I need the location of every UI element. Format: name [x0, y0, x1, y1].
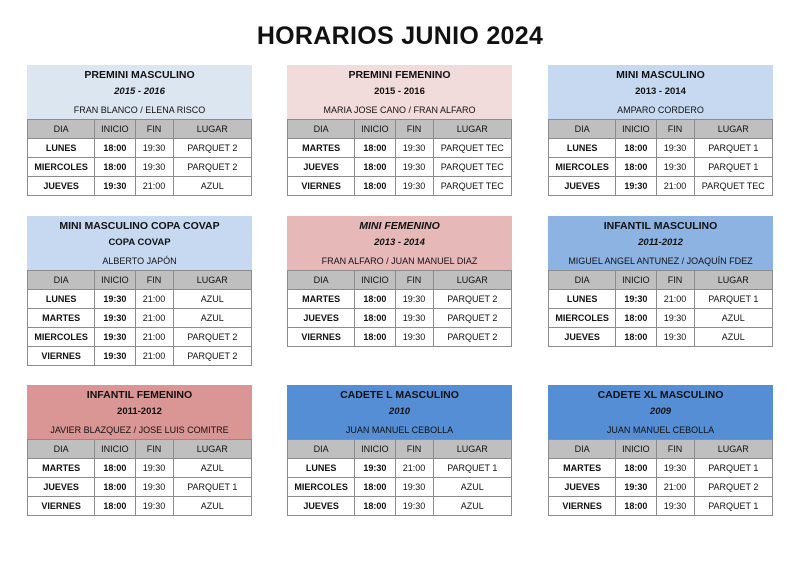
column-header: FIN: [395, 440, 433, 459]
day-cell: MIERCOLES: [549, 158, 616, 177]
schedule-table: [27, 439, 252, 516]
day-cell: VIERNES: [549, 497, 616, 516]
location-cell: PARQUET 2: [173, 347, 251, 366]
card-header: [27, 385, 252, 439]
table-row: [549, 478, 773, 497]
day-cell: JUEVES: [549, 328, 616, 347]
column-header: DIA: [549, 120, 616, 139]
schedule-table: [287, 439, 512, 516]
location-cell: PARQUET 2: [694, 478, 772, 497]
day-cell: MARTES: [549, 459, 616, 478]
day-cell: MIERCOLES: [288, 478, 355, 497]
day-cell: JUEVES: [28, 478, 95, 497]
start-time: 19:30: [616, 478, 656, 497]
column-header: LUGAR: [433, 271, 511, 290]
location-cell: PARQUET 1: [694, 139, 772, 158]
team-name: CADETE L MASCULINO: [340, 389, 459, 401]
end-time: 19:30: [395, 139, 433, 158]
day-cell: JUEVES: [549, 478, 616, 497]
column-header: LUGAR: [694, 440, 772, 459]
end-time: 19:30: [656, 459, 694, 478]
table-row: [28, 497, 252, 516]
table-row: [288, 478, 512, 497]
table-row: [549, 177, 773, 196]
day-cell: VIERNES: [28, 347, 95, 366]
end-time: 19:30: [135, 459, 173, 478]
end-time: 19:30: [395, 497, 433, 516]
location-cell: AZUL: [173, 177, 251, 196]
team-name: MINI FEMENINO: [359, 220, 440, 232]
end-time: 21:00: [656, 177, 694, 196]
end-time: 19:30: [395, 478, 433, 497]
end-time: 19:30: [656, 309, 694, 328]
team-name: PREMINI MASCULINO: [84, 69, 195, 81]
column-header: FIN: [656, 120, 694, 139]
page-title: HORARIOS JUNIO 2024: [256, 22, 544, 50]
team-year: 2011-2012: [638, 237, 683, 248]
table-row: [288, 177, 512, 196]
card-header: [287, 385, 512, 439]
column-header: DIA: [28, 271, 95, 290]
start-time: 19:30: [355, 459, 395, 478]
table-row: [549, 497, 773, 516]
coach-names: MARIA JOSE CANO / FRAN ALFARO: [323, 105, 476, 115]
schedule-card: [287, 216, 512, 347]
start-time: 18:00: [616, 139, 656, 158]
column-header: FIN: [656, 271, 694, 290]
end-time: 19:30: [135, 497, 173, 516]
table-row: [28, 139, 252, 158]
column-header: LUGAR: [694, 120, 772, 139]
table-row: [28, 459, 252, 478]
team-name: PREMINI FEMENINO: [348, 69, 451, 81]
column-header: DIA: [549, 271, 616, 290]
location-cell: AZUL: [433, 497, 511, 516]
schedule-card: [27, 216, 252, 366]
end-time: 19:30: [656, 158, 694, 177]
column-header: INICIO: [95, 120, 135, 139]
schedule-card: [27, 65, 252, 196]
end-time: 21:00: [135, 290, 173, 309]
day-cell: LUNES: [28, 139, 95, 158]
coach-names: FRAN BLANCO / ELENA RISCO: [73, 105, 206, 115]
team-year: 2015 - 2016: [114, 86, 165, 97]
column-header: LUGAR: [433, 440, 511, 459]
table-row: [288, 290, 512, 309]
column-header: FIN: [395, 271, 433, 290]
start-time: 18:00: [616, 158, 656, 177]
start-time: 18:00: [355, 290, 395, 309]
start-time: 19:30: [95, 290, 135, 309]
location-cell: PARQUET 2: [173, 328, 251, 347]
table-row: [288, 158, 512, 177]
schedule-card: [27, 385, 252, 516]
end-time: 19:30: [656, 328, 694, 347]
end-time: 21:00: [656, 478, 694, 497]
start-time: 19:30: [616, 177, 656, 196]
table-row: [549, 290, 773, 309]
end-time: 19:30: [135, 158, 173, 177]
table-row: [28, 478, 252, 497]
schedule-card: [548, 385, 773, 516]
start-time: 18:00: [95, 497, 135, 516]
column-header: DIA: [28, 440, 95, 459]
start-time: 18:00: [355, 139, 395, 158]
location-cell: AZUL: [173, 290, 251, 309]
team-year: 2009: [649, 406, 672, 417]
end-time: 19:30: [656, 497, 694, 516]
schedule-table: [27, 119, 252, 196]
card-header: [548, 216, 773, 270]
end-time: 21:00: [135, 347, 173, 366]
team-name: INFANTIL FEMENINO: [86, 389, 193, 401]
start-time: 19:30: [95, 328, 135, 347]
schedule-table: [27, 270, 252, 366]
coach-names: JUAN MANUEL CEBOLLA: [345, 425, 454, 435]
day-cell: VIERNES: [288, 328, 355, 347]
column-header: DIA: [288, 120, 355, 139]
end-time: 21:00: [135, 309, 173, 328]
start-time: 19:30: [95, 177, 135, 196]
end-time: 19:30: [395, 158, 433, 177]
table-row: [549, 158, 773, 177]
table-row: [28, 158, 252, 177]
column-header: LUGAR: [433, 120, 511, 139]
coach-names: MIGUEL ANGEL ANTUNEZ / JOAQUÍN FDEZ: [568, 256, 753, 266]
card-header: [27, 65, 252, 119]
coach-names: AMPARO CORDERO: [617, 105, 704, 115]
day-cell: JUEVES: [288, 158, 355, 177]
day-cell: JUEVES: [549, 177, 616, 196]
start-time: 18:00: [95, 478, 135, 497]
column-header: LUGAR: [173, 120, 251, 139]
end-time: 19:30: [395, 309, 433, 328]
column-header: LUGAR: [173, 440, 251, 459]
table-row: [28, 177, 252, 196]
card-header: [548, 385, 773, 439]
coach-names: JAVIER BLAZQUEZ / JOSE LUIS COMITRE: [50, 425, 229, 435]
table-row: [549, 459, 773, 478]
schedule-table: [548, 119, 773, 196]
location-cell: AZUL: [173, 459, 251, 478]
start-time: 18:00: [355, 309, 395, 328]
card-header: [548, 65, 773, 119]
schedule-table: [548, 270, 773, 347]
column-header: INICIO: [95, 440, 135, 459]
location-cell: PARQUET 2: [173, 158, 251, 177]
day-cell: JUEVES: [288, 309, 355, 328]
location-cell: PARQUET 1: [694, 459, 772, 478]
location-cell: PARQUET 2: [433, 290, 511, 309]
start-time: 18:00: [95, 139, 135, 158]
location-cell: PARQUET 1: [694, 290, 772, 309]
location-cell: PARQUET 1: [433, 459, 511, 478]
location-cell: PARQUET TEC: [433, 139, 511, 158]
day-cell: LUNES: [549, 139, 616, 158]
location-cell: PARQUET TEC: [433, 177, 511, 196]
location-cell: PARQUET 1: [694, 497, 772, 516]
team-year: 2015 - 2016: [374, 86, 425, 97]
team-year: 2013 - 2014: [374, 237, 425, 248]
location-cell: PARQUET 1: [173, 478, 251, 497]
location-cell: PARQUET TEC: [694, 177, 772, 196]
start-time: 18:00: [616, 309, 656, 328]
table-row: [28, 347, 252, 366]
table-row: [288, 459, 512, 478]
start-time: 19:30: [95, 309, 135, 328]
column-header: INICIO: [616, 120, 656, 139]
team-year: 2011-2012: [117, 406, 162, 417]
table-row: [28, 328, 252, 347]
column-header: INICIO: [616, 271, 656, 290]
table-row: [288, 497, 512, 516]
day-cell: LUNES: [28, 290, 95, 309]
team-name: MINI MASCULINO: [616, 69, 705, 81]
coach-names: FRAN ALFARO / JUAN MANUEL DIAZ: [321, 256, 478, 266]
day-cell: MIERCOLES: [28, 328, 95, 347]
start-time: 19:30: [616, 290, 656, 309]
schedule-table: [548, 439, 773, 516]
day-cell: JUEVES: [288, 497, 355, 516]
table-row: [28, 290, 252, 309]
day-cell: MIERCOLES: [28, 158, 95, 177]
end-time: 21:00: [135, 328, 173, 347]
table-row: [288, 139, 512, 158]
card-header: [287, 216, 512, 270]
end-time: 19:30: [395, 177, 433, 196]
start-time: 18:00: [616, 497, 656, 516]
coach-names: JUAN MANUEL CEBOLLA: [606, 425, 715, 435]
location-cell: AZUL: [694, 328, 772, 347]
end-time: 19:30: [135, 478, 173, 497]
column-header: DIA: [288, 271, 355, 290]
column-header: LUGAR: [694, 271, 772, 290]
table-row: [549, 139, 773, 158]
schedule-card: [548, 65, 773, 196]
schedule-table: [287, 270, 512, 347]
table-row: [549, 328, 773, 347]
start-time: 19:30: [95, 347, 135, 366]
end-time: 19:30: [395, 328, 433, 347]
table-row: [288, 328, 512, 347]
end-time: 19:30: [656, 139, 694, 158]
team-year: COPA COVAP: [108, 237, 171, 248]
column-header: INICIO: [355, 120, 395, 139]
end-time: 19:30: [135, 139, 173, 158]
start-time: 18:00: [355, 158, 395, 177]
end-time: 19:30: [395, 290, 433, 309]
column-header: DIA: [549, 440, 616, 459]
location-cell: PARQUET 2: [433, 309, 511, 328]
schedule-table: [287, 119, 512, 196]
column-header: LUGAR: [173, 271, 251, 290]
column-header: FIN: [135, 440, 173, 459]
column-header: INICIO: [95, 271, 135, 290]
day-cell: MIERCOLES: [549, 309, 616, 328]
day-cell: VIERNES: [288, 177, 355, 196]
column-header: FIN: [135, 120, 173, 139]
start-time: 18:00: [355, 177, 395, 196]
start-time: 18:00: [355, 478, 395, 497]
column-header: FIN: [656, 440, 694, 459]
start-time: 18:00: [616, 459, 656, 478]
schedule-card: [548, 216, 773, 347]
start-time: 18:00: [355, 497, 395, 516]
day-cell: VIERNES: [28, 497, 95, 516]
start-time: 18:00: [616, 328, 656, 347]
location-cell: AZUL: [173, 309, 251, 328]
coach-names: ALBERTO JAPÓN: [102, 256, 177, 266]
day-cell: MARTES: [288, 290, 355, 309]
table-row: [549, 309, 773, 328]
day-cell: LUNES: [549, 290, 616, 309]
card-header: [27, 216, 252, 270]
column-header: INICIO: [355, 440, 395, 459]
end-time: 21:00: [395, 459, 433, 478]
location-cell: AZUL: [433, 478, 511, 497]
location-cell: PARQUET 2: [173, 139, 251, 158]
location-cell: AZUL: [694, 309, 772, 328]
column-header: FIN: [135, 271, 173, 290]
schedule-card: [287, 65, 512, 196]
day-cell: LUNES: [288, 459, 355, 478]
column-header: DIA: [288, 440, 355, 459]
end-time: 21:00: [656, 290, 694, 309]
card-header: [287, 65, 512, 119]
team-year: 2010: [388, 406, 411, 417]
start-time: 18:00: [95, 158, 135, 177]
column-header: DIA: [28, 120, 95, 139]
column-header: INICIO: [616, 440, 656, 459]
day-cell: MARTES: [28, 459, 95, 478]
schedule-card: [287, 385, 512, 516]
day-cell: JUEVES: [28, 177, 95, 196]
column-header: INICIO: [355, 271, 395, 290]
location-cell: AZUL: [173, 497, 251, 516]
day-cell: MARTES: [28, 309, 95, 328]
location-cell: PARQUET 1: [694, 158, 772, 177]
start-time: 18:00: [95, 459, 135, 478]
location-cell: PARQUET 2: [433, 328, 511, 347]
column-header: FIN: [395, 120, 433, 139]
table-row: [288, 309, 512, 328]
location-cell: PARQUET TEC: [433, 158, 511, 177]
team-name: CADETE XL MASCULINO: [597, 389, 724, 401]
team-name: MINI MASCULINO COPA COVAP: [59, 220, 220, 232]
table-row: [28, 309, 252, 328]
day-cell: MARTES: [288, 139, 355, 158]
team-year: 2013 - 2014: [635, 86, 686, 97]
start-time: 18:00: [355, 328, 395, 347]
team-name: INFANTIL MASCULINO: [603, 220, 718, 232]
end-time: 21:00: [135, 177, 173, 196]
